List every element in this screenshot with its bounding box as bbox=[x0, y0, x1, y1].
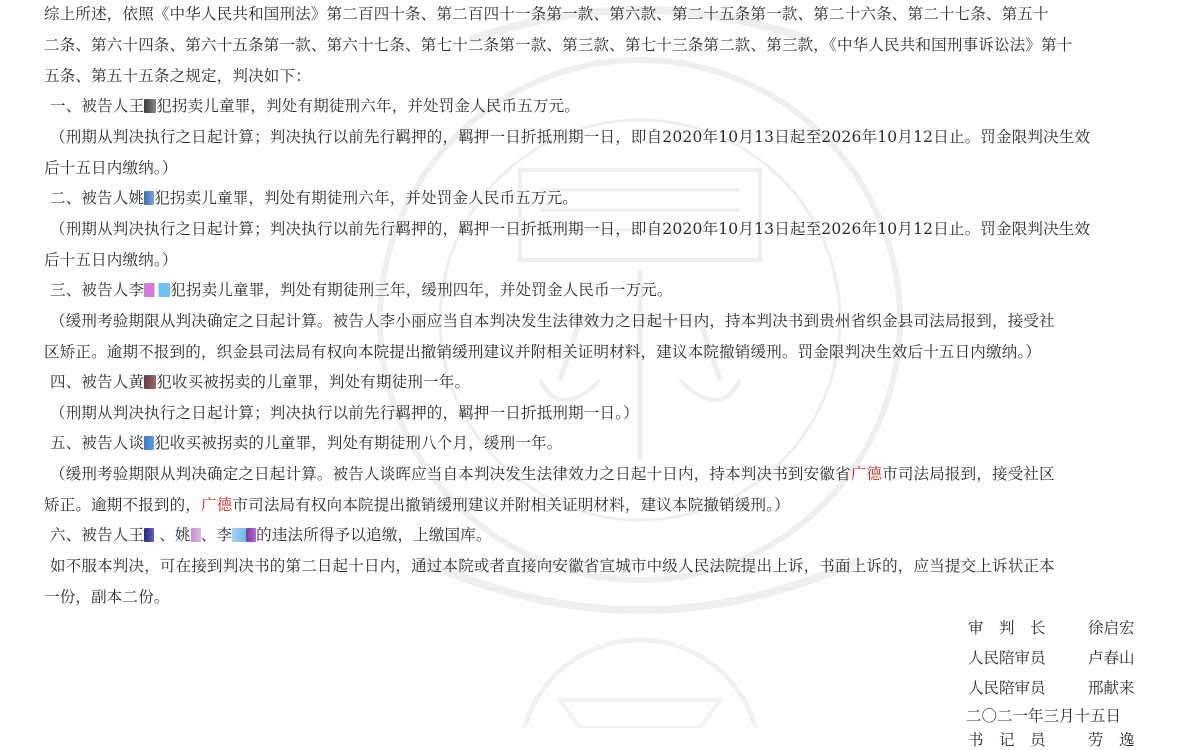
verdict-6-text-c: 、李 bbox=[200, 526, 233, 544]
paragraph-conclusion-line1: 综上所述，依照《中华人民共和国刑法》第二百四十条、第二百四十一条第一款、第六款、第二十五条第一款、第二十六条、第二十七条、第五十 bbox=[44, 5, 1049, 23]
redaction-mark bbox=[232, 528, 246, 542]
paragraph-conclusion-line3: 五条、第五十五条之规定，判决如下： bbox=[44, 67, 311, 85]
redaction-mark bbox=[144, 99, 156, 113]
verdict-2-text: 犯拐卖儿童罪，判处有期徒刑六年，并处罚金人民币五万元。 bbox=[154, 189, 579, 207]
appeal-line2: 一份，副本二份。 bbox=[44, 588, 170, 606]
signature-name: 卢春山 bbox=[1088, 649, 1135, 667]
note-3-line1: （缓刑考验期限从判决确定之日起计算。被告人李小丽应当自本判决发生法律效力之日起十日内，持本判决书到贵州省织金县司法局报到，接受社 bbox=[50, 312, 1055, 330]
highlight-place-name: 广德 bbox=[201, 496, 233, 514]
paragraph-conclusion-line2: 二条、第六十四条、第六十五条第一款、第六十七条、第七十二条第一款、第三款、第七十三条第二款、第三款，《中华人民共和国刑事诉讼法》第十 bbox=[44, 36, 1073, 54]
verdict-5-text: 犯收买被拐卖的儿童罪，判处有期徒刑八个月，缓刑一年。 bbox=[154, 434, 563, 452]
redaction-mark bbox=[246, 528, 256, 542]
verdict-1-text: 犯拐卖儿童罪，判处有期徒刑六年，并处罚金人民币五万元。 bbox=[156, 97, 581, 115]
note-1-line2: 后十五日内缴纳。） bbox=[44, 159, 178, 177]
note-1-line1: （刑期从判决执行之日起计算；判决执行以前先行羁押的，羁押一日折抵刑期一日，即自2020年10月13日起至2026年10月12日止。罚金限判决生效 bbox=[50, 128, 1091, 146]
note-2-line2: 后十五日内缴纳。） bbox=[44, 251, 178, 269]
signature-presiding-judge bbox=[968, 618, 1135, 638]
verdict-1-prefix: 一、被告人王 bbox=[50, 97, 145, 115]
note-5-text-d: 市司法局有权向本院提出撤销缓刑建议并附相关证明材料，建议本院撤销缓刑。） bbox=[232, 496, 790, 514]
verdict-2 bbox=[50, 188, 1190, 208]
signature-role: 人民陪审员 bbox=[968, 679, 1046, 697]
verdict-6 bbox=[50, 525, 1190, 545]
verdict-3-prefix: 三、被告人李 bbox=[50, 281, 145, 299]
signature-name: 邢献来 bbox=[1088, 679, 1135, 697]
signature-role: 人民陪审员 bbox=[968, 649, 1046, 667]
verdict-6-text-b: 、姚 bbox=[159, 526, 191, 544]
verdict-4-prefix: 四、被告人黄 bbox=[50, 373, 145, 391]
signature-name: 劳 逸 bbox=[1088, 731, 1135, 749]
judgment-date: 二〇二一年三月十五日 bbox=[966, 707, 1122, 725]
appeal-line1: 如不服本判决，可在接到判决书的第二日起十日内，通过本院或者直接向安徽省宣城市中级人民法院提出上诉，书面上诉的，应当提交上诉状正本 bbox=[50, 557, 1055, 575]
note-5-text-a: （缓刑考验期限从判决确定之日起计算。被告人谈晖应当自本判决发生法律效力之日起十日内，持本判决书到安徽省 bbox=[50, 465, 851, 483]
redaction-mark bbox=[191, 528, 201, 542]
note-2-line1: （刑期从判决执行之日起计算；判决执行以前先行羁押的，羁押一日折抵刑期一日，即自2020年10月13日起至2026年10月12日止。罚金限判决生效 bbox=[50, 220, 1091, 238]
signature-juror-1 bbox=[968, 648, 1135, 668]
verdict-6-text-a: 六、被告人王 bbox=[50, 526, 145, 544]
signature-role: 书 记 员 bbox=[968, 731, 1046, 749]
verdict-2-prefix: 二、被告人姚 bbox=[50, 189, 145, 207]
note-5-line1 bbox=[50, 464, 1190, 484]
redaction-mark bbox=[144, 191, 154, 205]
verdict-3 bbox=[50, 280, 1190, 300]
verdict-4-text: 犯收买被拐卖的儿童罪，判处有期徒刑一年。 bbox=[156, 373, 471, 391]
verdict-6-text-d: 的违法所得予以追缴，上缴国库。 bbox=[256, 526, 492, 544]
signature-juror-2 bbox=[968, 678, 1135, 698]
verdict-3-text: 犯拐卖儿童罪，判处有期徒刑三年，缓刑四年，并处罚金人民币一万元。 bbox=[170, 281, 673, 299]
note-4: （刑期从判决执行之日起计算；判决执行以前先行羁押的，羁押一日折抵刑期一日。） bbox=[50, 404, 639, 422]
verdict-5 bbox=[50, 433, 1190, 453]
verdict-5-prefix: 五、被告人谈 bbox=[50, 434, 145, 452]
redaction-mark bbox=[144, 436, 154, 450]
redaction-mark bbox=[144, 528, 154, 542]
verdict-4 bbox=[50, 372, 1190, 392]
verdict-1 bbox=[50, 96, 1190, 116]
signature-name: 徐启宏 bbox=[1088, 619, 1135, 637]
note-5-text-c: 矫正。逾期不报到的， bbox=[44, 496, 202, 514]
redaction-mark bbox=[144, 375, 156, 389]
signature-role: 审 判 长 bbox=[968, 619, 1046, 637]
signature-clerk bbox=[968, 730, 1135, 750]
highlight-place-name: 广德 bbox=[850, 465, 883, 483]
note-3-line2: 区矫正。逾期不报到的，织金县司法局有权向本院提出撤销缓刑建议并附相关证明材料，建议本院撤销缓刑。罚金限判决生效后十五日内缴纳。） bbox=[44, 343, 1042, 361]
note-5-text-b: 市司法局报到，接受社区 bbox=[882, 465, 1055, 483]
redaction-mark bbox=[144, 283, 170, 297]
note-5-line2 bbox=[44, 495, 1184, 515]
